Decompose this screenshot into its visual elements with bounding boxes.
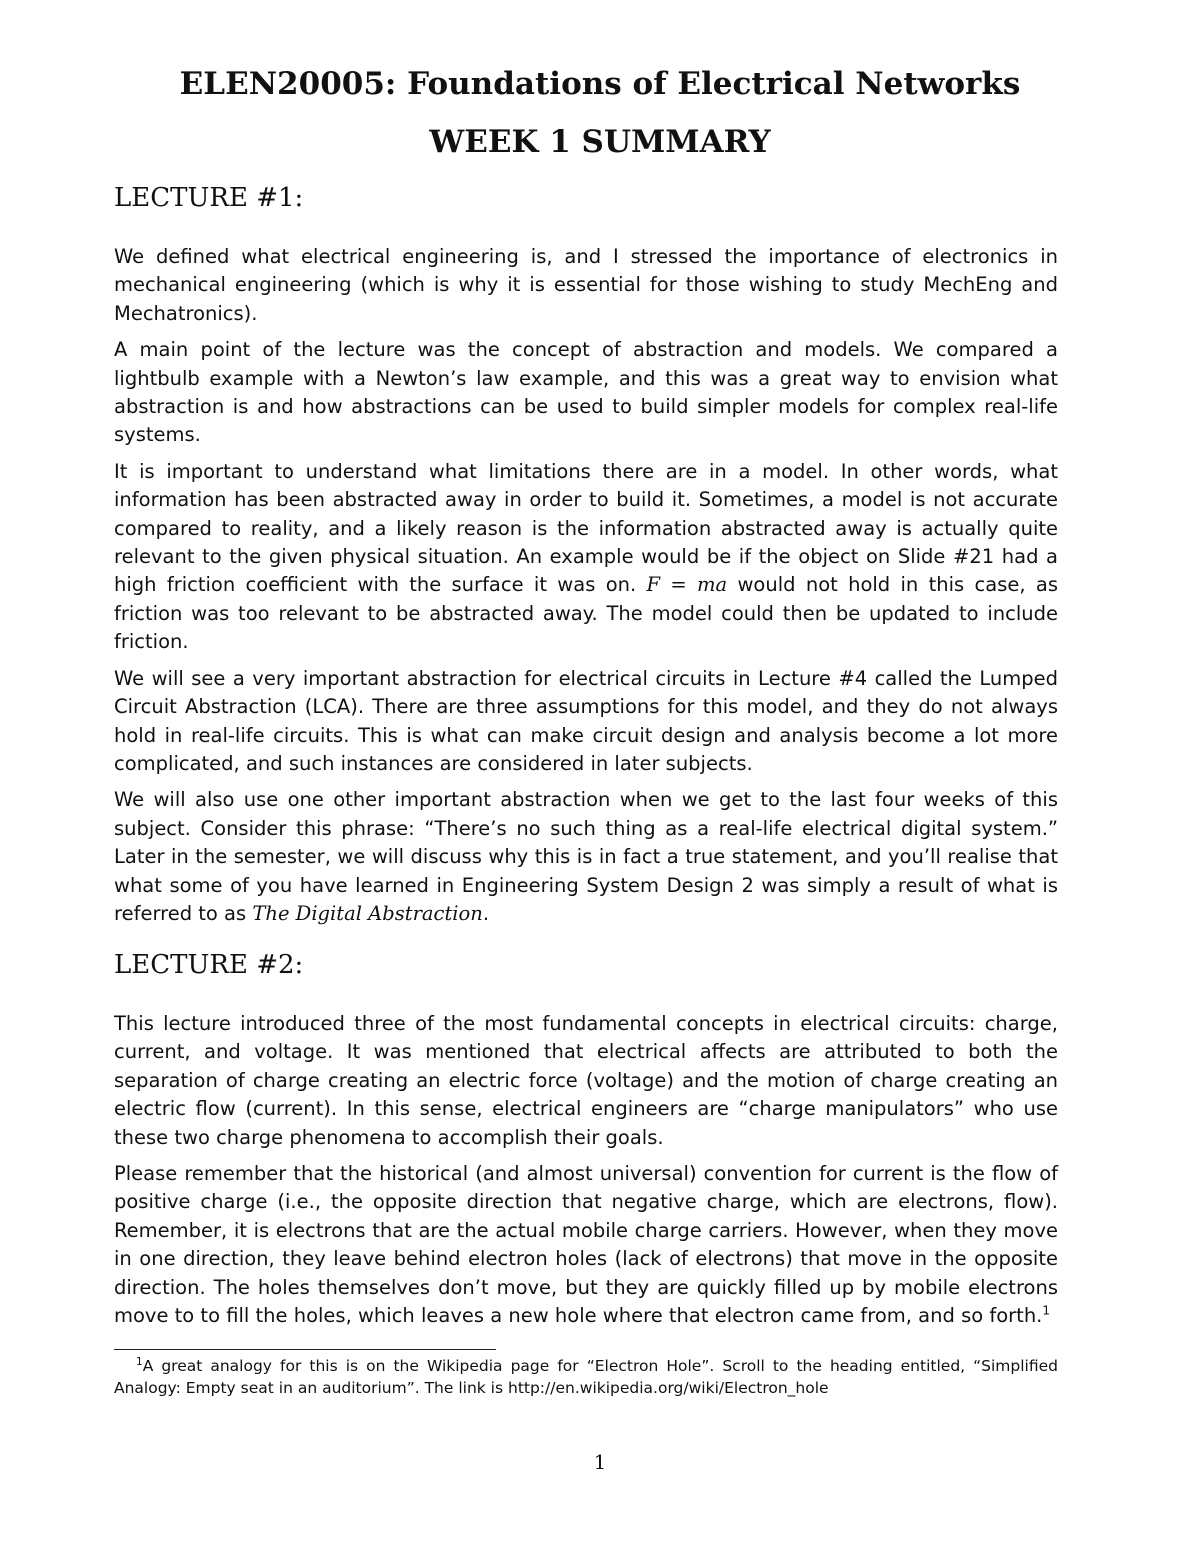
lecture-1-body bbox=[114, 243, 1058, 936]
lecture-2-paragraph-2 bbox=[114, 1160, 1058, 1330]
lecture-1-paragraph-3 bbox=[114, 458, 1058, 657]
footnote bbox=[114, 1355, 1058, 1399]
lecture-2-paragraph-1: This lecture introduced three of the most fundamental concepts in electrical circuits: charge, current, and voltage. It was mentioned that electrical affects are attributed to both the separation of charge creating an electric force (voltage) and the motion of charge creating an electric flow (current). In this sense, electrical engineers are “charge manipulators” who use these two charge phenomena to accomplish their goals. bbox=[114, 1012, 1058, 1149]
digital-abstraction-emphasis: The Digital Abstraction bbox=[252, 901, 483, 925]
footnote-reference[interactable]: 1 bbox=[1042, 1303, 1051, 1318]
footnote-text: A great analogy for this is on the Wikipedia page for “Electron Hole”. Scroll to the heading entitled, “Simplified Analogy: Empty seat in an auditorium”. The link is http://en.wikipedia.org/wiki/Electron_hole bbox=[114, 1357, 1058, 1397]
paragraph-3-text-a: It is important to understand what limitations there are in a model. In other words, what information has been abstracted away in order to build it. Sometimes, a model is not accurate compared to reality, and a likely reason is the information abstracted away is actually quite relevant to the given physical situation. An example would be if the object on Slide #21 had a high friction coefficient with the surface it was on. bbox=[114, 459, 1058, 597]
footnote-mark: 1 bbox=[136, 1355, 143, 1368]
paragraph-2-text: Please remember that the historical (and almost universal) convention for current is the flow of positive charge (i.e., the opposite direction that negative charge, which are electrons, flow). Remember, it is electrons that are the actual mobile charge carriers. However, when they move in one direction, they leave behind electron holes (lack of electrons) that move in the opposite direction. The holes themselves don’t move, but they are quickly filled up by mobile electrons move to to fill the holes, which leaves a new hole where that electron came from, and so forth. bbox=[114, 1162, 1058, 1328]
formula-f-equals-ma: F = ma bbox=[646, 573, 728, 597]
lecture-2-body bbox=[114, 1010, 1058, 1338]
lecture-1-paragraph-2: A main point of the lecture was the concept of abstraction and models. We compared a lightbulb example with a Newton’s law example, and this was a great way to envision what abstraction is and how abstractions can be used to build simpler models for complex real-life systems. bbox=[114, 338, 1058, 447]
paragraph-5-text-a: We will also use one other important abstraction when we get to the last four weeks of this subject. Consider this phrase: “There’s no such thing as a real-life electrical digital system.” Later in the semester, we will discuss why this is in fact a true statement, and you’ll realise that what some of you have learned in Engineering System Design 2 was simply a result of what is referred to as bbox=[114, 788, 1058, 925]
summary-title: WEEK 1 SUMMARY bbox=[429, 124, 771, 160]
footnote-divider bbox=[114, 1349, 496, 1350]
lecture-1-paragraph-5 bbox=[114, 786, 1058, 928]
course-title: ELEN20005: Foundations of Electrical Networks bbox=[179, 66, 1021, 102]
lecture-1-heading: LECTURE #1: bbox=[114, 183, 304, 213]
lecture-2-heading: LECTURE #2: bbox=[114, 950, 304, 980]
lecture-1-paragraph-4: We will see a very important abstraction for electrical circuits in Lecture #4 called the Lumped Circuit Abstraction (LCA). There are three assumptions for this model, and they do not always hold in real-life circuits. This is what can make circuit design and analysis become a lot more complicated, and such instances are considered in later subjects. bbox=[114, 666, 1058, 775]
page-number: 1 bbox=[593, 1450, 607, 1474]
paragraph-5-text-b: . bbox=[482, 901, 490, 925]
paragraph-3-text-b: would not hold in this case, as friction was too relevant to be abstracted away. The model could then be updated to include friction. bbox=[114, 573, 1058, 654]
lecture-1-paragraph-1: We defined what electrical engineering is, and I stressed the importance of electronics in mechanical engineering (which is why it is essential for those wishing to study MechEng and Mechatronics). bbox=[114, 245, 1058, 325]
